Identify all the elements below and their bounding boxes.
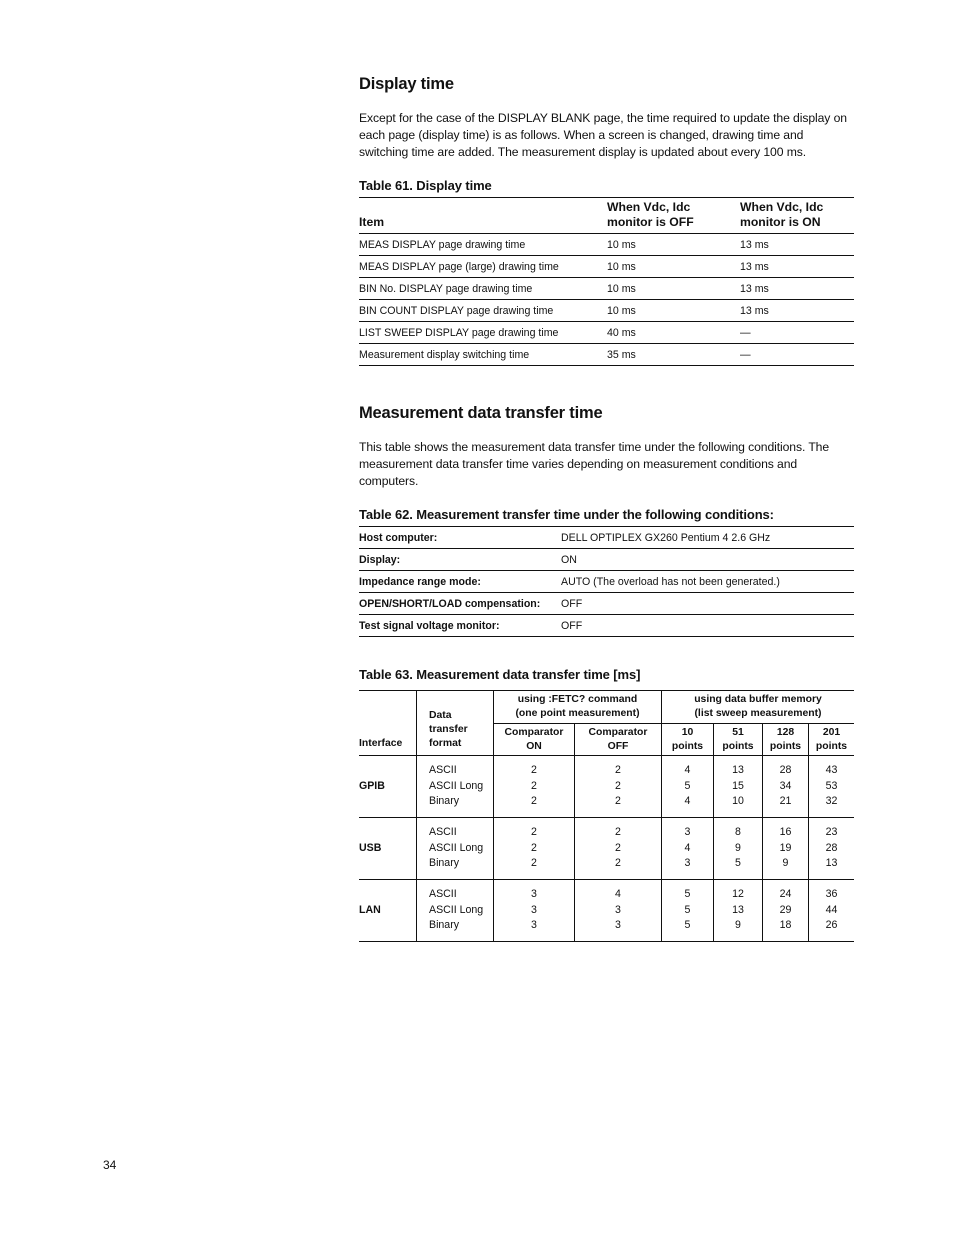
table-cell: 43 53 32: [809, 756, 855, 818]
table-row: [359, 571, 854, 593]
table-cell: 10 ms: [607, 234, 740, 256]
table-row: [359, 549, 854, 571]
column-header-monitor-off: When Vdc, Idc monitor is OFF: [607, 200, 694, 229]
condition-value: AUTO (The overload has not been generated.): [561, 575, 780, 588]
table-cell: 13 ms: [740, 278, 854, 300]
transfer-time-paragraph: This table shows the measurement data transfer time under the following conditions. The measurement data transfer time varies depending on measurement conditions and computers.: [359, 440, 830, 488]
condition-label: Impedance range mode:: [359, 575, 481, 588]
table-row: [359, 593, 854, 615]
table-cell: 24 29 18: [763, 880, 809, 942]
table-row-usb: [359, 818, 854, 880]
table-header-row: [359, 691, 854, 724]
table-cell: Measurement display switching time: [359, 344, 607, 366]
format-list: ASCII ASCII Long Binary: [417, 756, 494, 818]
table-cell: 2 2 2: [494, 756, 575, 818]
table-cell: 10 ms: [607, 278, 740, 300]
table-cell: 23 28 13: [809, 818, 855, 880]
table-row: [359, 278, 854, 300]
table-cell: 10 ms: [607, 256, 740, 278]
format-list: ASCII ASCII Long Binary: [417, 880, 494, 942]
table-cell: 35 ms: [607, 344, 740, 366]
table-row: [359, 527, 854, 549]
table-cell: —: [740, 344, 854, 366]
format-list: ASCII ASCII Long Binary: [417, 818, 494, 880]
table-cell: 40 ms: [607, 322, 740, 344]
table-63-caption: Table 63. Measurement data transfer time [ms]: [359, 667, 641, 682]
table-cell: BIN No. DISPLAY page drawing time: [359, 278, 607, 300]
table-cell: 16 19 9: [763, 818, 809, 880]
table-cell: 13 ms: [740, 234, 854, 256]
table-cell: —: [740, 322, 854, 344]
page-number: 34: [103, 1158, 117, 1172]
table-cell: 2 2 2: [494, 818, 575, 880]
display-time-table: [359, 197, 854, 366]
condition-label: Display:: [359, 553, 401, 566]
column-header-128-points: 128 points: [763, 724, 809, 756]
condition-label: Test signal voltage monitor:: [359, 619, 500, 632]
table-61-caption: Table 61. Display time: [359, 178, 492, 193]
condition-value: DELL OPTIPLEX GX260 Pentium 4 2.6 GHz: [561, 531, 771, 544]
table-header-row: [359, 198, 854, 234]
column-header-201-points: 201 points: [809, 724, 855, 756]
conditions-table: [359, 526, 854, 637]
interface-label: GPIB: [359, 756, 417, 818]
section-heading-display-time: Display time: [359, 75, 454, 93]
table-row: [359, 322, 854, 344]
column-group-fetc: using :FETC? command (one point measurement): [494, 691, 662, 724]
column-header-51-points: 51 points: [714, 724, 763, 756]
condition-label: Host computer:: [359, 531, 438, 544]
condition-label: OPEN/SHORT/LOAD compensation:: [359, 597, 541, 610]
table-cell: 4 3 3: [575, 880, 662, 942]
table-cell: 3 3 3: [494, 880, 575, 942]
table-cell: LIST SWEEP DISPLAY page drawing time: [359, 322, 607, 344]
table-62-caption: Table 62. Measurement transfer time under the following conditions:: [359, 507, 774, 522]
table-row: [359, 615, 854, 637]
table-row: [359, 234, 854, 256]
column-header-comparator-off: Comparator OFF: [575, 724, 662, 756]
column-header-format: Data transfer format: [417, 691, 494, 756]
table-cell: 36 44 26: [809, 880, 855, 942]
table-cell: 13 ms: [740, 256, 854, 278]
table-cell: MEAS DISPLAY page drawing time: [359, 234, 607, 256]
table-cell: 13 15 10: [714, 756, 763, 818]
transfer-time-table: [359, 690, 854, 942]
table-cell: 8 9 5: [714, 818, 763, 880]
table-cell: 5 5 5: [662, 880, 714, 942]
column-header-interface: Interface: [359, 691, 417, 756]
column-header-monitor-on: When Vdc, Idc monitor is ON: [740, 200, 824, 229]
table-cell: 10 ms: [607, 300, 740, 322]
table-row-gpib: [359, 756, 854, 818]
column-header-comparator-on: Comparator ON: [494, 724, 575, 756]
table-cell: 2 2 2: [575, 756, 662, 818]
condition-value: ON: [561, 553, 577, 566]
column-group-buffer: using data buffer memory (list sweep measurement): [662, 691, 855, 724]
table-cell: 28 34 21: [763, 756, 809, 818]
condition-value: OFF: [561, 597, 583, 610]
column-header-item: Item: [359, 215, 385, 229]
table-cell: BIN COUNT DISPLAY page drawing time: [359, 300, 607, 322]
condition-value: OFF: [561, 619, 583, 632]
section-heading-transfer-time: Measurement data transfer time: [359, 404, 603, 422]
table-cell: 13 ms: [740, 300, 854, 322]
table-row: [359, 344, 854, 366]
table-row: [359, 300, 854, 322]
table-cell: MEAS DISPLAY page (large) drawing time: [359, 256, 607, 278]
table-row: [359, 256, 854, 278]
table-cell: 12 13 9: [714, 880, 763, 942]
table-cell: 3 4 3: [662, 818, 714, 880]
interface-label: LAN: [359, 903, 381, 916]
interface-label: USB: [359, 818, 417, 880]
table-cell: 4 5 4: [662, 756, 714, 818]
table-row-lan: [359, 880, 854, 942]
column-header-10-points: 10 points: [662, 724, 714, 756]
display-time-paragraph: Except for the case of the DISPLAY BLANK page, the time required to update the display on each page (display time) is as follows. When a screen is changed, drawing time and switching time are added. The measurement display is updated about every 100 ms.: [359, 111, 847, 159]
table-cell: 2 2 2: [575, 818, 662, 880]
